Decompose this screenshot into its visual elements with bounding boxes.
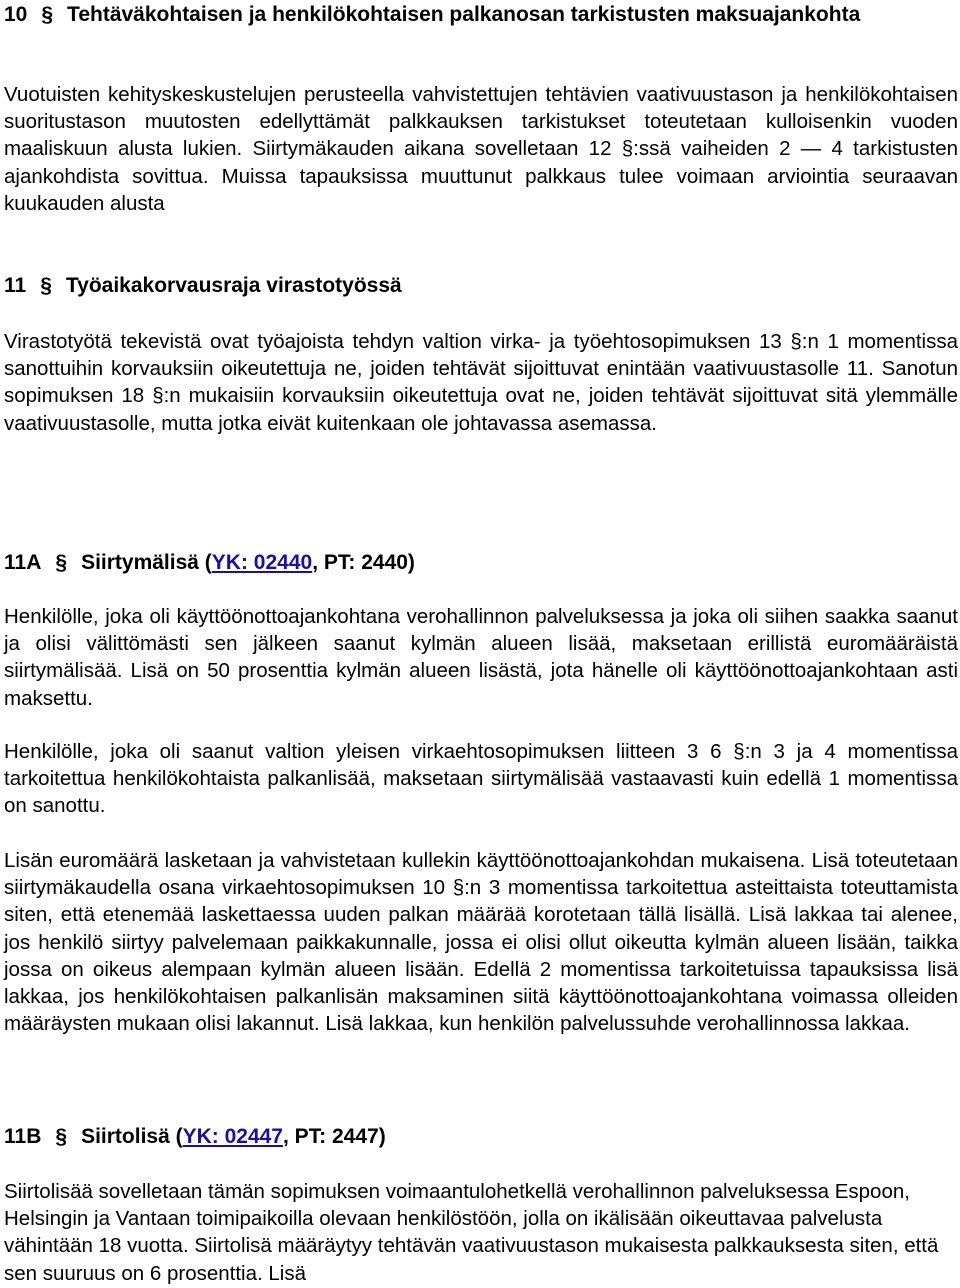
section-11-body	[4, 328, 958, 437]
body-text: Henkilölle, joka oli saanut valtion yleisen virkaehtosopimuksen liitteen 3 6	[4, 740, 734, 763]
section-11b-heading	[4, 1123, 958, 1150]
section-number: 10	[4, 3, 28, 26]
section-title-end: , PT: 2447)	[283, 1125, 386, 1148]
yk-02440-link[interactable]: YK: 02440	[211, 551, 313, 574]
section-sign: §	[452, 876, 465, 900]
section-sign: §	[152, 384, 164, 408]
section-title-end: , PT: 2440)	[312, 551, 415, 574]
section-10-body	[4, 81, 958, 217]
body-text: :n 1 momentissa sanottuihin korvauksiin oikeutettuja ne, joiden tehtävät sijoittuvat enintään vaativuustasolle 11. Sanotun sopimuksen 18	[4, 330, 958, 408]
section-number: 11B	[4, 1125, 42, 1148]
section-sign: §	[621, 137, 634, 161]
section-title: Tehtäväkohtaisen ja henkilökohtaisen palkanosan tarkistusten maksuajankohta	[67, 3, 861, 26]
section-11a-paragraph-2	[4, 738, 958, 820]
section-sign: §	[55, 1125, 68, 1148]
section-sign: §	[790, 330, 802, 353]
section-title: Siirtolisä (	[81, 1125, 183, 1148]
body-text: :n mukaisiin korvauksiin oikeutettuja ovat ne, joiden tehtävät sijoittuvat sitä ylemmälle vaativuustasolle, mutta jotka eivät kuitenkaan ole johtavassa asemassa.	[4, 384, 958, 435]
section-number: 11A	[4, 551, 42, 574]
section-11a-heading	[4, 549, 958, 576]
yk-02447-link[interactable]: YK: 02447	[182, 1125, 283, 1148]
section-sign: §	[55, 551, 68, 574]
body-text: Vuotuisten kehityskeskustelujen perusteella vahvistettujen tehtävien vaativuustason ja henkilökohtaisen suoritustason muutosten edellyttämät palkkauksen tarkistukset toteutetaan kulloisenkin vuoden maaliskuun alusta lukien. Siirtymäkauden aikana sovelletaan 12	[4, 83, 958, 161]
section-11b-paragraph-1: Siirtolisää sovelletaan tämän sopimuksen voimaantulohetkellä verohallinnon palveluksessa Espoon, Helsingin ja Vantaan toimipaikoilla olevaan henkilöstöön, jolla on ikälisään oikeuttavaa palvelusta vähintään 18 vuotta. Siirtolisä määräytyy tehtävän vaativuustason mukaisesta palkkauksesta siten, että sen suuruus on 6 prosenttia. Lisä	[4, 1180, 939, 1285]
body-text: Virastotyötä tekevistä ovat työajoista tehdyn valtion virka- ja työehtosopimuksen 13	[4, 330, 791, 353]
section-sign: §	[733, 740, 745, 763]
body-text: Lisän euromäärä lasketaan ja vahvistetaan kullekin käyttöönottoajankohdan mukaisena. Lisä toteutetaan siirtymäkaudella osana virkaehtosopimuksen 10	[4, 849, 958, 900]
body-text: :ssä vaiheiden 2 — 4 tarkistusten ajankohdista sovittua. Muissa tapauksissa muuttunut palkkaus tulee voimaan arviointia seuraavan kuukauden alusta	[4, 137, 959, 215]
section-10-heading	[4, 1, 958, 28]
section-title: Työaikakorvausraja virastotyössä	[65, 274, 402, 297]
section-11a-paragraph-3	[4, 847, 958, 1037]
body-text: :n 3 momentissa tarkoitettua asteittaista toteuttamista siten, että etenemää laskettaessa uuden palkan määrää korotetaan tällä lisällä. Lisä lakkaa tai alenee, jos henkilö siirtyy palvelemaan paikkakunnalle, jossa ei olisi ollut oikeutta kylmän alueen lisään, taikka jossa on oikeus alempaan kylmän alueen lisään. Edellä 2 momentissa tarkoitetuissa tapauksissa lisä lakkaa, jos henkilökohtaisen palkanlisän maksaminen siitä käyttöönottoajankohtana voimassa olleiden määräysten mukaan olisi lakannut. Lisä lakkaa, kun henkilön palvelussuhde verohallinnossa lakkaa.	[4, 876, 959, 1036]
body-text: :n 3 ja 4 momentissa tarkoitettua henkilökohtaista palkanlisää, maksetaan siirtymälisää vastaavasti kuin edellä 1 momentissa on sanottu.	[4, 740, 958, 818]
section-number: 11	[4, 274, 27, 297]
section-sign: §	[40, 274, 52, 297]
section-11-heading	[4, 272, 958, 299]
section-11a-paragraph-1: Henkilölle, joka oli käyttöönottoajankohtana verohallinnon palveluksessa ja joka oli siihen saakka saanut ja olisi välittömästi sen jälkeen saanut kylmän alueen lisää, maksetaan erillistä euromääräistä siirtymälisää. Lisä on 50 prosenttia kylmän alueen lisästä, jota hänelle oli käyttöönottoajankohtaan asti maksettu.	[4, 605, 958, 710]
section-title: Siirtymälisä (	[81, 551, 212, 574]
section-sign: §	[41, 3, 54, 26]
